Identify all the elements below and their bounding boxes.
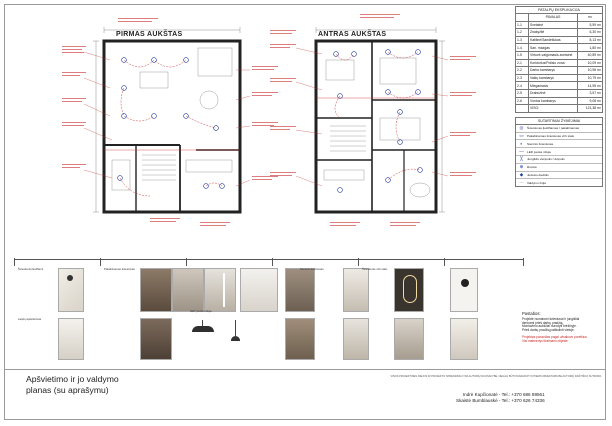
- reference-photo: [394, 318, 424, 360]
- sheet-title: [26, 374, 119, 396]
- reference-photo: [240, 268, 278, 312]
- footer-contacts: [456, 392, 545, 404]
- legend-symbol-icon: ⋯: [519, 179, 524, 185]
- photo-caption: Pakabinamas šviestuvas: [104, 267, 135, 271]
- legend-symbol-label: Sieninis šviestuvas: [527, 141, 554, 146]
- legend-symbol-icon: ▭: [519, 132, 524, 138]
- room-name-cell: Koridorius/Poilsio zona: [529, 59, 578, 67]
- room-area-cell: 10,09 m²: [578, 59, 603, 67]
- room-area-cell: 6,30 m²: [578, 29, 603, 37]
- symbol-row: [516, 179, 602, 186]
- reference-photo: [343, 268, 369, 312]
- notes-line: Prieš darbų pradžią patikslinti vietoje.: [522, 328, 575, 333]
- notes-line: Montavimo aukščiai nurodyti brėžinyje.: [522, 324, 577, 329]
- rooms-table-header: [516, 14, 603, 22]
- timeline-tick: [14, 258, 15, 266]
- legend-symbol-label: Valdymo linija: [527, 180, 546, 185]
- sheet-title-line-1: Apšvietimo ir jo valdymo: [26, 374, 119, 384]
- reference-photo: [450, 268, 478, 312]
- photo-caption: Sieninis šviestuvas: [300, 267, 324, 271]
- timeline-tick: [523, 258, 524, 266]
- legend-symbol-label: Jungiklis vienpolis / dvipolis: [527, 157, 565, 162]
- legend-symbol-icon: ◐: [520, 140, 523, 146]
- room-row: [516, 74, 603, 82]
- symbol-row: [516, 148, 602, 156]
- room-name-cell: Katilinė/Sandėliukas: [529, 36, 578, 44]
- col-area-header: m²: [578, 14, 603, 22]
- footer-divider: [4, 369, 606, 370]
- photo-caption: Laiptų apšvietimas: [18, 317, 42, 321]
- room-area-cell: 3,57 m²: [578, 89, 603, 97]
- room-area-cell: 10,96 m²: [578, 67, 603, 75]
- legend-symbol-icon: ⊕: [519, 164, 524, 170]
- reference-photo: [58, 268, 84, 312]
- room-no-cell: 1-1: [516, 21, 529, 29]
- room-name-cell: Znakyžilė: [529, 29, 578, 37]
- notes-heading: Pastabos:: [522, 311, 541, 316]
- second-floor-plan: [270, 14, 476, 226]
- room-name-cell: Darbo kambarys: [529, 67, 578, 75]
- symbol-row: [516, 172, 602, 180]
- legend-symbol-icon: —: [519, 148, 524, 154]
- timeline-tick: [272, 258, 273, 266]
- room-row: [516, 82, 603, 90]
- symbol-row: [516, 140, 602, 148]
- legend-symbol-icon: ◆: [519, 171, 524, 177]
- contact-line: Indrė Kupčionatė - Tel.: +370 686 89561: [462, 392, 545, 397]
- symbol-row: [516, 125, 602, 133]
- second-floor-title: ANTRAS AUKŠTAS: [318, 31, 387, 38]
- room-name-cell: Miegamasis: [529, 82, 578, 90]
- notes-line: Projekte numatomi šviestuvai ir jungikliai: [522, 316, 580, 321]
- room-name-cell: Virtuvė-valgomasis-svetainė: [529, 51, 578, 59]
- room-area-cell: 9,08 m²: [578, 97, 603, 105]
- first-floor-plan: [62, 18, 278, 226]
- reference-photo: [450, 318, 478, 360]
- reference-photo: [140, 268, 172, 312]
- room-name-cell: VISO:: [529, 105, 578, 113]
- rooms-table-caption: PATALPŲ EKSPLIKACIJA: [515, 6, 603, 13]
- room-row: [516, 67, 603, 75]
- contact-line: Skaistė Bumblauskė - Tel.: +370 626 74336: [456, 398, 545, 403]
- notes-red-line: Visi matmenys tikslinami objekte: [522, 338, 568, 343]
- room-row: [516, 29, 603, 37]
- room-no-cell: 2-5: [516, 89, 529, 97]
- photo-caption: Šviestuvas virš stalo: [362, 267, 388, 271]
- room-row: [516, 44, 603, 52]
- room-no-cell: 2-1: [516, 59, 529, 67]
- room-name-cell: Svetainė: [529, 21, 578, 29]
- room-no-cell: 1-3: [516, 36, 529, 44]
- reference-photo: [285, 318, 315, 360]
- room-row: [516, 97, 603, 105]
- room-name-cell: Vaikų kambarys: [529, 74, 578, 82]
- symbol-row: [516, 164, 602, 172]
- legend-symbol-label: Rozetė: [527, 165, 537, 170]
- room-row: [516, 59, 603, 67]
- timeline-tick: [444, 258, 445, 266]
- room-area-cell: 1,80 m²: [578, 44, 603, 52]
- notes-line: derinami prieš darbų pradžią.: [522, 320, 564, 325]
- legend-panel: [515, 6, 603, 187]
- room-name-cell: Drabužinė: [529, 89, 578, 97]
- notes-panel: [522, 312, 602, 344]
- room-no-cell: 2-2: [516, 67, 529, 75]
- legend-symbol-label: Šviestuvas įleidžiamas / pakabinamas: [527, 126, 580, 131]
- legend-symbol-icon: ◎: [519, 125, 524, 131]
- legend-symbol-label: Pakabinamas šviestuvas virš stalo: [527, 133, 575, 138]
- photo-caption: LED juosta nišoje: [190, 309, 212, 313]
- symbols-caption: SUTARTINIAI ŽYMĖJIMAI: [515, 117, 603, 124]
- reference-photo: [343, 318, 369, 360]
- room-no-cell: 1-4: [516, 44, 529, 52]
- legend-symbol-icon: ╳: [520, 156, 523, 162]
- room-row: [516, 105, 603, 113]
- room-no-cell: [516, 105, 529, 113]
- legend-symbol-label: Judesio daviklis: [527, 172, 549, 177]
- reference-photo: [58, 318, 84, 360]
- room-row: [516, 36, 603, 44]
- reference-photo: [394, 268, 424, 312]
- legend-symbol-label: LED juosta nišoje: [527, 149, 552, 154]
- reference-timeline: [14, 259, 524, 266]
- first-floor-title: PIRMAS AUKŠTAS: [116, 31, 183, 38]
- symbol-row: [516, 133, 602, 141]
- timeline-tick: [358, 258, 359, 266]
- reference-photo: [172, 268, 204, 312]
- room-name-cell: San. mazgas: [529, 44, 578, 52]
- room-row: [516, 51, 603, 59]
- reference-photo: [285, 268, 315, 312]
- room-no-cell: 2-3: [516, 74, 529, 82]
- col-name-header: PAVALAS: [529, 14, 578, 22]
- room-row: [516, 89, 603, 97]
- room-no-cell: 2-6: [516, 97, 529, 105]
- room-no-cell: 2-4: [516, 82, 529, 90]
- room-row: [516, 21, 603, 29]
- sheet-title-line-2: planas (su aprašymu): [26, 385, 109, 395]
- footer-disclaimer: VISOS PROJEKTINĖS IDĖJOS IR PROJEKTO SPRENDINIAI YRA AUTORIŲ NUOSAVYBĖ. NEGALI BŪTI PANAUDOTI KITIEMS OBJEKTAMS BE AUTORIŲ RAŠTIŠKO SUTIKIMO.: [390, 375, 602, 378]
- rooms-table: [515, 13, 603, 113]
- room-area-cell: 40,89 m²: [578, 51, 603, 59]
- room-no-cell: 1-2: [516, 29, 529, 37]
- room-name-cell: Vonios kambarys: [529, 97, 578, 105]
- reference-photo: [140, 318, 172, 360]
- reference-photo: [204, 268, 236, 312]
- reference-photo: [222, 320, 250, 354]
- photo-caption: Šviestuvai įleidžiami: [18, 267, 44, 271]
- reference-photo: [188, 320, 218, 354]
- timeline-tick: [100, 258, 101, 266]
- room-area-cell: 14,95 m²: [578, 82, 603, 90]
- room-area-cell: 5,59 m²: [578, 21, 603, 29]
- symbol-row: [516, 156, 602, 164]
- room-area-cell: 8,13 m²: [578, 36, 603, 44]
- notes-red-line: Projektas paruoštas pagal užsakovo poreikius: [522, 334, 587, 339]
- room-area-cell: 121,38 m²: [578, 105, 603, 113]
- symbols-list: [515, 124, 603, 187]
- room-no-cell: 1-5: [516, 51, 529, 59]
- room-area-cell: 10,79 m²: [578, 74, 603, 82]
- timeline-tick: [186, 258, 187, 266]
